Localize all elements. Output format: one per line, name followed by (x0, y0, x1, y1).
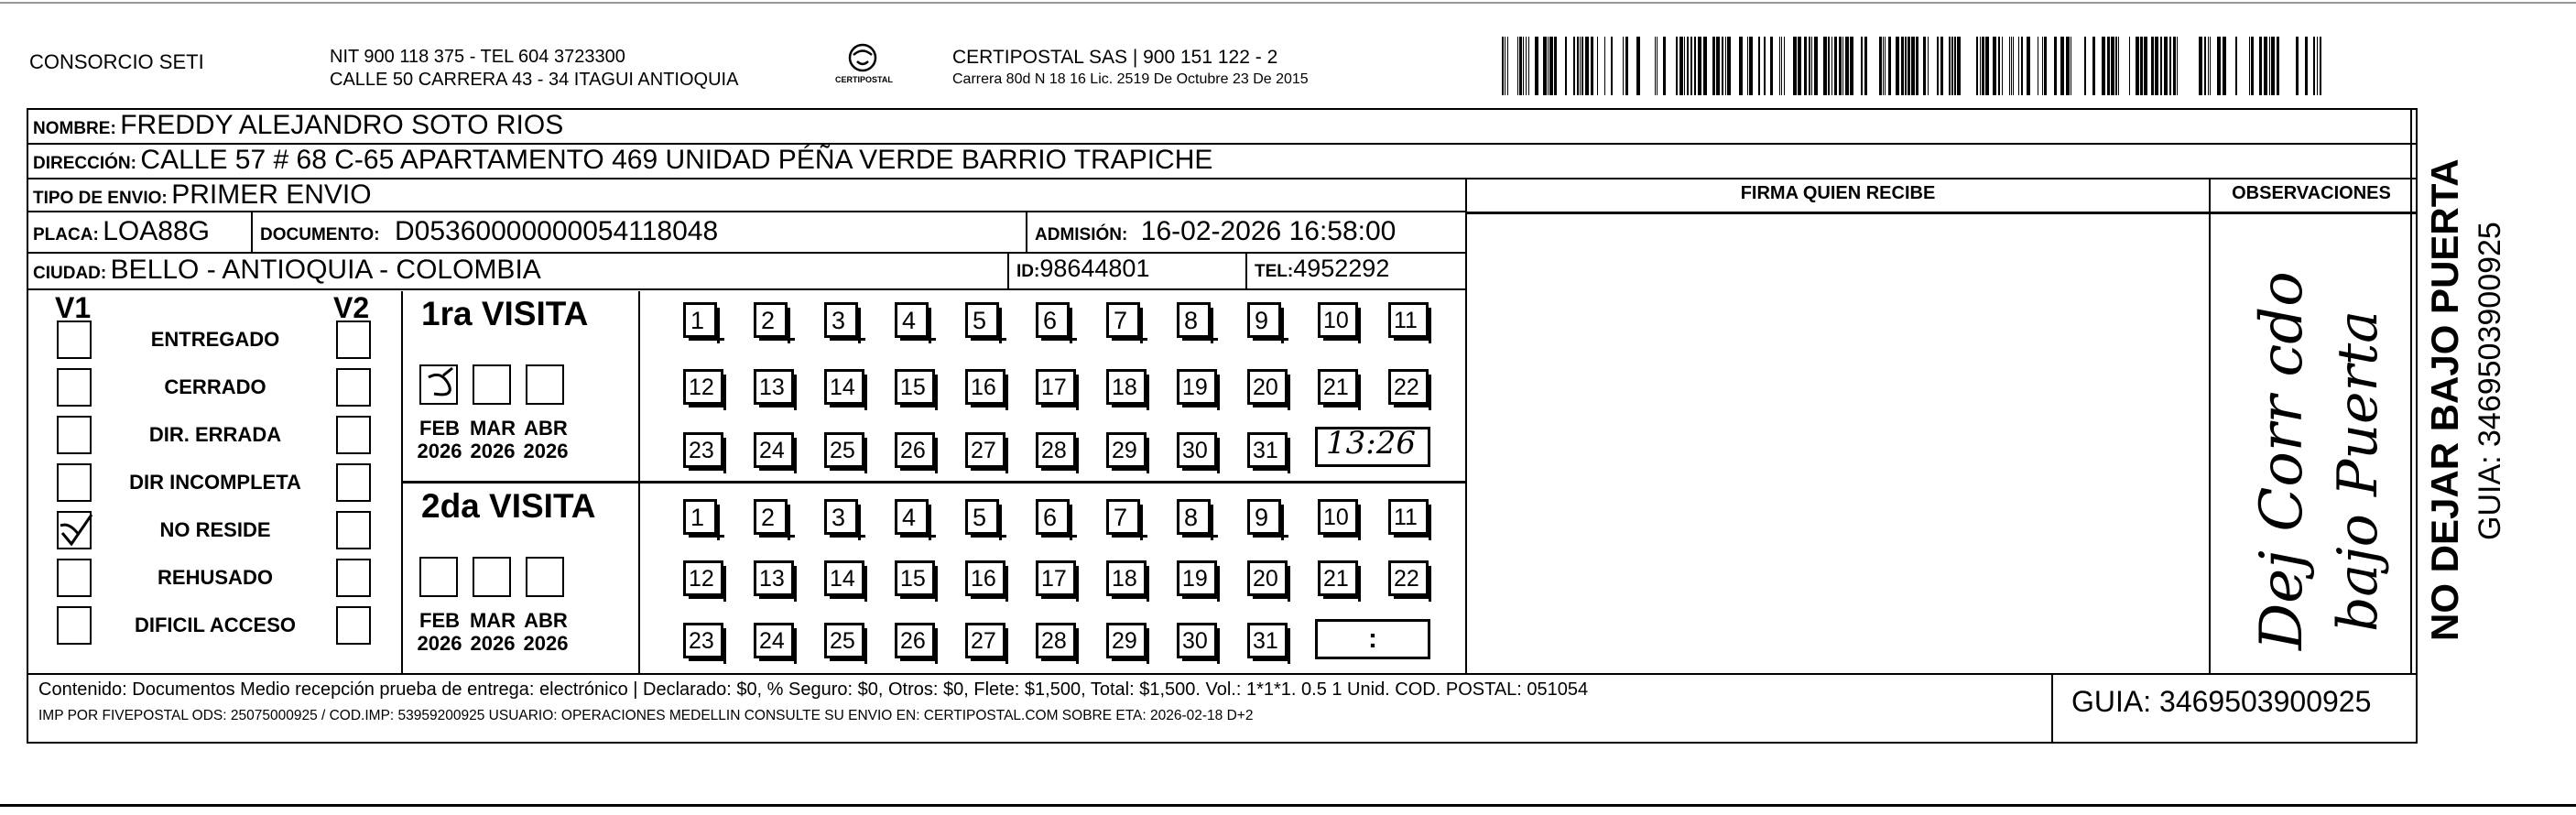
day-box[interactable]: 19 (1177, 560, 1217, 596)
day-box[interactable]: 6 (1036, 499, 1070, 535)
day-box[interactable]: 30 (1177, 432, 1217, 468)
day-box[interactable]: 13 (754, 560, 794, 596)
v2-checkbox[interactable] (336, 368, 371, 407)
month-checkbox[interactable] (526, 364, 564, 405)
day-box[interactable]: 4 (895, 302, 929, 338)
month-name: FEB (419, 609, 460, 632)
day-box[interactable]: 26 (895, 623, 935, 658)
day-box[interactable]: 19 (1177, 369, 1217, 405)
ciudad-value: BELLO - ANTIOQUIA - COLOMBIA (110, 255, 541, 285)
col-line (1026, 211, 1027, 253)
month-label (412, 609, 467, 655)
day-box[interactable]: 14 (824, 560, 864, 596)
footer-guia: GUIA: 3469503900925 (2071, 685, 2372, 718)
id-label: ID: (1016, 262, 1040, 281)
v2-checkbox[interactable] (336, 463, 371, 502)
day-box[interactable]: 17 (1036, 560, 1076, 596)
nombre-label: NOMBRE: (33, 119, 116, 138)
day-box[interactable]: 13 (754, 369, 794, 405)
certipostal-line: CERTIPOSTAL SAS | 900 151 122 - 2 (952, 47, 1278, 68)
documento-field (260, 216, 718, 247)
v1-checkbox[interactable] (57, 416, 92, 454)
row-line (27, 673, 2418, 675)
nit-line: NIT 900 118 375 - TEL 604 3723300 (330, 47, 625, 67)
row-line (27, 211, 1465, 212)
visit-divider (638, 291, 640, 673)
bottom-border-line (0, 804, 2576, 807)
month-label (412, 417, 467, 462)
day-box[interactable]: 3 (824, 499, 858, 535)
v2-label: V2 (333, 291, 370, 324)
col-line (1007, 252, 1009, 288)
day-box[interactable]: 2 (754, 499, 788, 535)
month-year: 2026 (417, 440, 462, 462)
day-box[interactable]: 31 (1247, 432, 1288, 468)
row-line (27, 252, 1465, 254)
day-box[interactable]: 22 (1388, 560, 1429, 596)
month-year: 2026 (523, 632, 569, 655)
day-box[interactable]: 24 (754, 623, 794, 658)
status-option-label: CERRADO (164, 375, 266, 398)
day-box[interactable]: 11 (1388, 499, 1429, 535)
month-label (465, 417, 520, 462)
day-box[interactable]: 4 (895, 499, 929, 535)
day-box[interactable]: 2 (754, 302, 788, 338)
tel-field (1255, 255, 1389, 283)
second-visit-time-box: : (1315, 619, 1430, 659)
month-year: 2026 (417, 632, 462, 655)
barcode (1502, 37, 2335, 95)
day-box[interactable]: 23 (683, 432, 723, 468)
status-option-label: ENTREGADO (150, 328, 280, 351)
day-box[interactable]: 9 (1247, 302, 1281, 338)
day-box[interactable]: 21 (1318, 560, 1358, 596)
day-box[interactable]: 1 (683, 499, 717, 535)
month-label (465, 609, 520, 655)
day-box[interactable]: 7 (1106, 302, 1140, 338)
documento-label: DOCUMENTO: (260, 225, 380, 244)
day-box[interactable]: 25 (824, 623, 864, 658)
month-label (518, 417, 573, 462)
day-box[interactable]: 31 (1247, 623, 1288, 658)
first-visit-title: 1ra VISITA (421, 295, 589, 332)
day-box[interactable]: 18 (1106, 560, 1147, 596)
direccion-label: DIRECCIÓN: (33, 154, 136, 173)
day-box[interactable]: 25 (824, 432, 864, 468)
col-line (1245, 252, 1247, 288)
firma-header: FIRMA QUIEN RECIBE (1740, 183, 1936, 203)
month-checkbox[interactable] (419, 557, 458, 597)
company-name: CONSORCIO SETI (29, 50, 204, 73)
tel-value: 4952292 (1293, 255, 1390, 282)
placa-value: LOA88G (103, 216, 210, 246)
row-line (27, 178, 2418, 179)
col-line (1465, 178, 1467, 674)
status-option-label: DIFICIL ACCESO (134, 614, 296, 636)
day-box[interactable]: 16 (965, 369, 1005, 405)
day-box[interactable]: 1 (683, 302, 717, 338)
certipostal-logo (835, 41, 893, 96)
day-box[interactable]: 27 (965, 623, 1005, 658)
side-warning: NO DEJAR BAJO PUERTA (2423, 158, 2466, 641)
v2-checkbox[interactable] (336, 559, 371, 597)
day-box[interactable]: 20 (1247, 560, 1288, 596)
day-box[interactable]: 14 (824, 369, 864, 405)
ciudad-label: CIUDAD: (33, 264, 107, 283)
col-line (251, 211, 253, 253)
day-box[interactable]: 8 (1177, 302, 1211, 338)
day-box[interactable]: 10 (1318, 499, 1358, 535)
v1-checkbox[interactable] (57, 606, 92, 645)
day-box[interactable]: 5 (965, 499, 999, 535)
tipo-label: TIPO DE ENVIO: (33, 189, 168, 208)
v2-checkbox[interactable] (336, 416, 371, 454)
day-box[interactable]: 5 (965, 302, 999, 338)
id-value: 98644801 (1039, 255, 1150, 282)
day-box[interactable]: 12 (683, 369, 723, 405)
status-option-label: NO RESIDE (159, 518, 271, 541)
month-year: 2026 (523, 440, 569, 462)
month-year: 2026 (470, 632, 516, 655)
day-box[interactable]: 29 (1106, 623, 1147, 658)
month-label (518, 609, 573, 655)
footer-contents: Contenido: Documentos Medio recepción prueba de entrega: electrónico | Declarado: $0, % Seguro: $0, Otros: $0, Flete: $1,500, Total: $1,500. Vol.: 1*1*1. 0.5 1 Unid. COD. POSTAL: 051054 (38, 679, 1589, 700)
month-name: MAR (469, 609, 516, 632)
day-box[interactable]: 26 (895, 432, 935, 468)
v1-checkbox[interactable] (57, 511, 92, 549)
placa-label: PLACA: (33, 225, 99, 244)
month-year: 2026 (470, 440, 516, 462)
month-checkbox[interactable] (473, 364, 511, 405)
day-box[interactable]: 28 (1036, 623, 1076, 658)
license-line: Carrera 80d N 18 16 Lic. 2519 De Octubre 23 De 2015 (952, 71, 1309, 87)
visit-divider (401, 481, 1465, 484)
direccion-field (33, 145, 1212, 176)
col-line (2410, 108, 2412, 674)
admision-field (1035, 216, 1396, 247)
status-option-label: DIR. ERRADA (148, 423, 282, 446)
observaciones-header: OBSERVACIONES (2232, 183, 2391, 203)
v2-checkbox[interactable] (336, 321, 371, 359)
first-visit-time-handwritten: 13:26 (1326, 425, 1416, 462)
top-border-line (0, 2, 2576, 4)
day-box[interactable]: 16 (965, 560, 1005, 596)
check-mark-icon (59, 513, 93, 551)
month-checkbox[interactable] (419, 364, 458, 405)
placa-field (33, 216, 210, 247)
day-box[interactable]: 15 (895, 560, 935, 596)
row-line (27, 288, 1465, 290)
address-line: CALLE 50 CARRERA 43 - 34 ITAGUI ANTIOQUIA (330, 70, 739, 90)
footer-print-info: IMP POR FIVEPOSTAL ODS: 25075000925 / COD.IMP: 53959200925 USUARIO: OPERACIONES MEDELLIN CONSULTE SU ENVIO EN: CERTIPOSTAL.COM SOBRE ETA: 2026-02-18 D+2 (38, 708, 1254, 723)
v1-label: V1 (55, 291, 92, 324)
ciudad-field (33, 255, 541, 286)
day-box[interactable]: 21 (1318, 369, 1358, 405)
day-box[interactable]: 10 (1318, 302, 1358, 338)
day-box[interactable]: 15 (895, 369, 935, 405)
observaciones-handwritten-1: Dej Corr cdo (2248, 271, 2316, 650)
admision-value: 16-02-2026 16:58:00 (1140, 216, 1397, 246)
day-box[interactable]: 11 (1388, 302, 1429, 338)
v1-checkbox[interactable] (57, 368, 92, 407)
day-box[interactable]: 12 (683, 560, 723, 596)
day-box[interactable]: 24 (754, 432, 794, 468)
day-box[interactable]: 18 (1106, 369, 1147, 405)
id-field (1016, 255, 1149, 283)
day-box[interactable]: 9 (1247, 499, 1281, 535)
tipo-value: PRIMER ENVIO (171, 179, 372, 210)
second-visit-title: 2da VISITA (421, 487, 596, 525)
side-guia: GUIA: 3469503900925 (2473, 222, 2507, 540)
admision-label: ADMISIÓN: (1035, 225, 1128, 244)
day-box[interactable]: 3 (824, 302, 858, 338)
day-box[interactable]: 27 (965, 432, 1005, 468)
direccion-value: CALLE 57 # 68 C-65 APARTAMENTO 469 UNIDAD PÉÑA VERDE BARRIO TRAPICHE (140, 145, 1213, 175)
day-box[interactable]: 7 (1106, 499, 1140, 535)
row-line (1465, 212, 2418, 213)
day-box[interactable]: 6 (1036, 302, 1070, 338)
tipo-field (33, 179, 372, 211)
day-box[interactable]: 20 (1247, 369, 1288, 405)
nombre-field (33, 110, 563, 141)
status-option-label: REHUSADO (158, 566, 273, 589)
logo-icon (844, 41, 881, 74)
day-box[interactable]: 29 (1106, 432, 1147, 468)
status-option-label: DIR INCOMPLETA (129, 471, 301, 494)
month-name: ABR (524, 417, 568, 440)
v1-checkbox[interactable] (57, 321, 92, 359)
month-name: FEB (419, 417, 460, 440)
logo-text: CERTIPOSTAL (835, 75, 893, 84)
col-line (2209, 178, 2211, 674)
day-box[interactable]: 22 (1388, 369, 1429, 405)
month-name: MAR (469, 417, 516, 440)
observaciones-handwritten-2: bajo Puerta (2326, 310, 2390, 632)
nombre-value: FREDDY ALEJANDRO SOTO RIOS (120, 110, 564, 140)
day-box[interactable]: 17 (1036, 369, 1076, 405)
v1-checkbox[interactable] (57, 463, 92, 502)
col-line (2051, 673, 2053, 744)
documento-value: D05360000000054118048 (395, 216, 719, 246)
day-box[interactable]: 8 (1177, 499, 1211, 535)
month-name: ABR (524, 609, 568, 632)
month-checkbox[interactable] (526, 557, 564, 597)
check-mark-icon (421, 366, 460, 407)
month-checkbox[interactable] (473, 557, 511, 597)
day-box[interactable]: 30 (1177, 623, 1217, 658)
day-box[interactable]: 23 (683, 623, 723, 658)
tel-label: TEL: (1255, 262, 1294, 281)
day-box[interactable]: 28 (1036, 432, 1076, 468)
v2-checkbox[interactable] (336, 606, 371, 645)
v1-checkbox[interactable] (57, 559, 92, 597)
v2-checkbox[interactable] (336, 511, 371, 549)
